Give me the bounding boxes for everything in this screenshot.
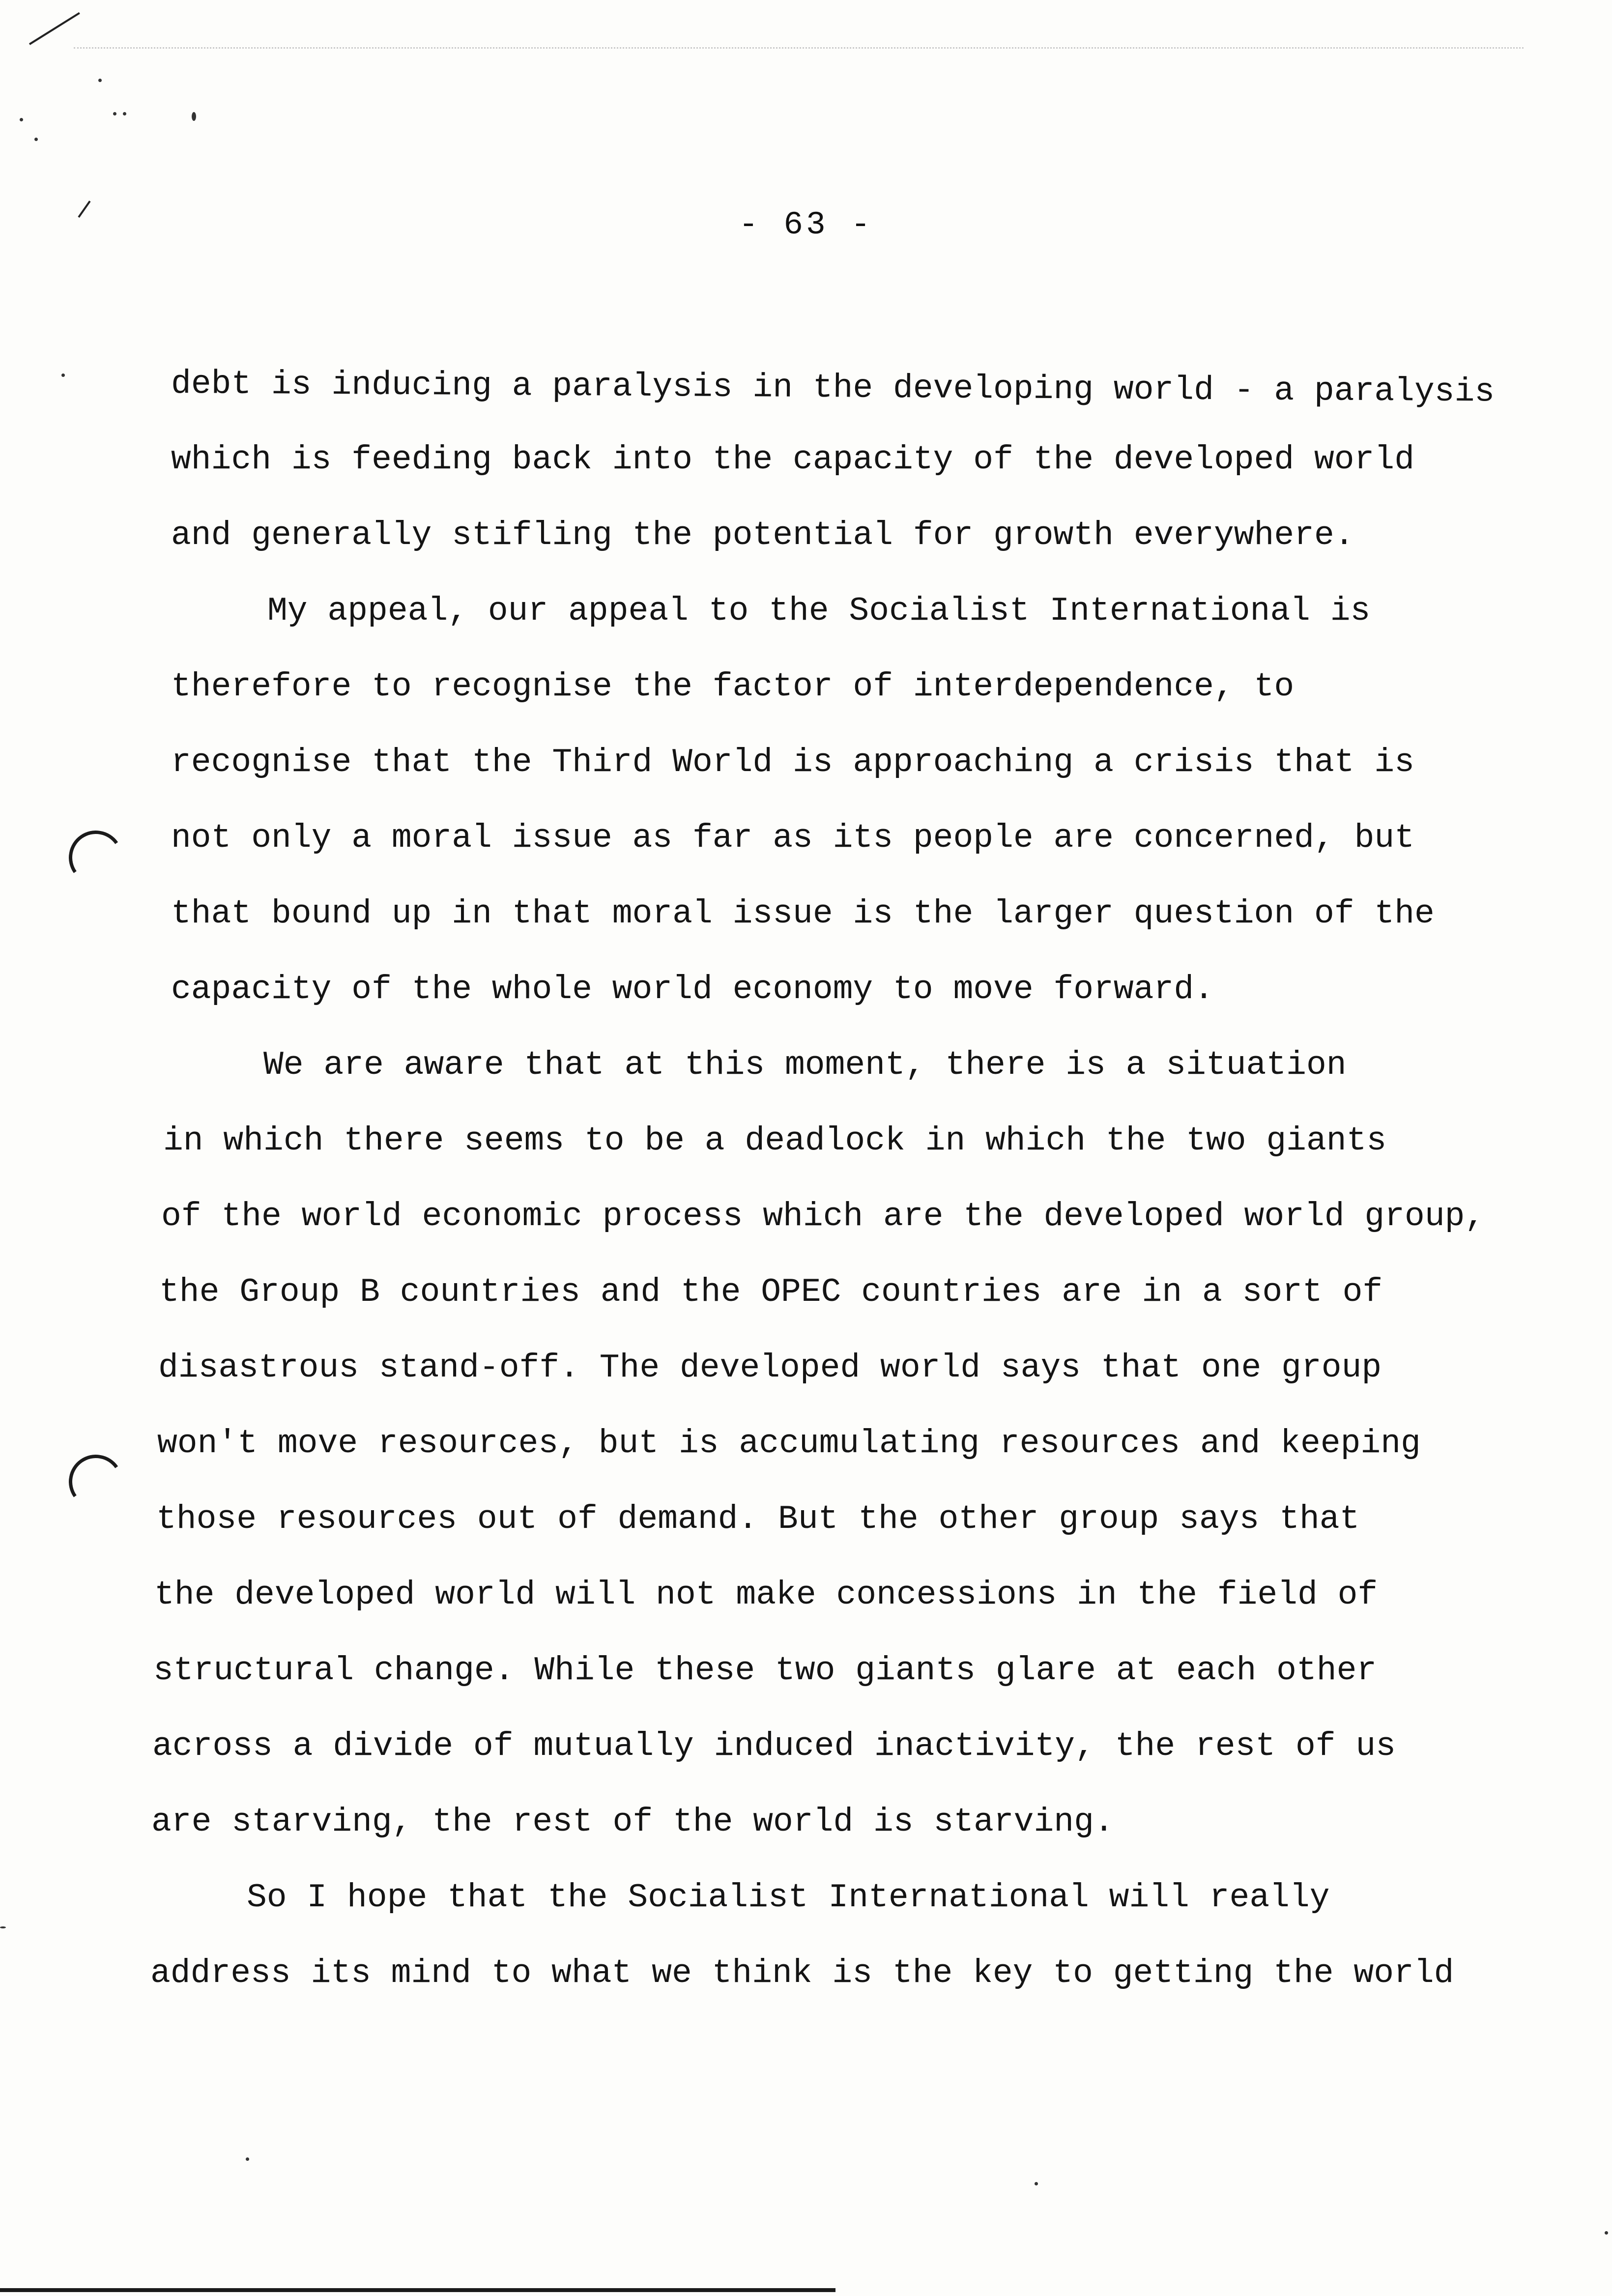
text-line: structural change. While these two giants glare at each other [153,1652,1377,1690]
scan-edge-line [74,47,1524,49]
text-line: My appeal, our appeal to the Socialist International is [267,592,1371,630]
text-line: which is feeding back into the capacity of the developed world [171,441,1415,479]
text-line: of the world economic process which are the developed world group, [161,1198,1485,1235]
scan-speck [98,79,102,82]
scan-bottom-edge [0,2288,835,2292]
punch-hole-mark [64,826,127,889]
scan-speck [34,138,38,141]
text-line: address its mind to what we think is the key to getting the world [150,1954,1454,1992]
pen-mark [29,12,80,45]
scan-speck [192,112,196,121]
text-line: the developed world will not make concessions in the field of [154,1576,1378,1614]
text-line: and generally stifling the potential for growth everywhere. [171,517,1354,554]
text-line: that bound up in that moral issue is the larger question of the [171,895,1435,933]
text-line: those resources out of demand. But the other group says that [156,1500,1360,1538]
text-line: across a divide of mutually induced inactivity, the rest of us [152,1727,1396,1765]
text-line: capacity of the whole world economy to move forward. [171,971,1214,1008]
text-line: in which there seems to be a deadlock in which the two giants [163,1122,1387,1160]
text-line: won't move resources, but is accumulating resources and keeping [157,1425,1421,1463]
scan-speck [61,373,65,377]
scan-speck [246,2157,249,2161]
text-line: So I hope that the Socialist International will really [247,1879,1330,1917]
text-line: are starving, the rest of the world is starving. [151,1803,1114,1841]
text-line: recognise that the Third World is approaching a crisis that is [171,744,1415,781]
text-line: therefore to recognise the factor of interdependence, to [171,668,1295,706]
scan-speck [1035,2182,1038,2185]
text-line: We are aware that at this moment, there is a situation [263,1046,1347,1084]
scan-speck [20,118,23,121]
page-number: - 63 - [739,206,873,243]
scan-speck [0,1926,6,1928]
text-line: not only a moral issue as far as its people are concerned, but [171,819,1415,857]
scan-speck [123,112,126,115]
text-line: debt is inducing a paralysis in the developing world - a paralysis [171,365,1495,411]
body-text [147,346,1524,2011]
text-line: disastrous stand-off. The developed world says that one group [158,1349,1382,1387]
text-line: the Group B countries and the OPEC countries are in a sort of [159,1273,1383,1311]
punch-hole-mark [64,1450,127,1513]
scan-speck [113,112,116,115]
scan-speck [1605,2231,1608,2235]
